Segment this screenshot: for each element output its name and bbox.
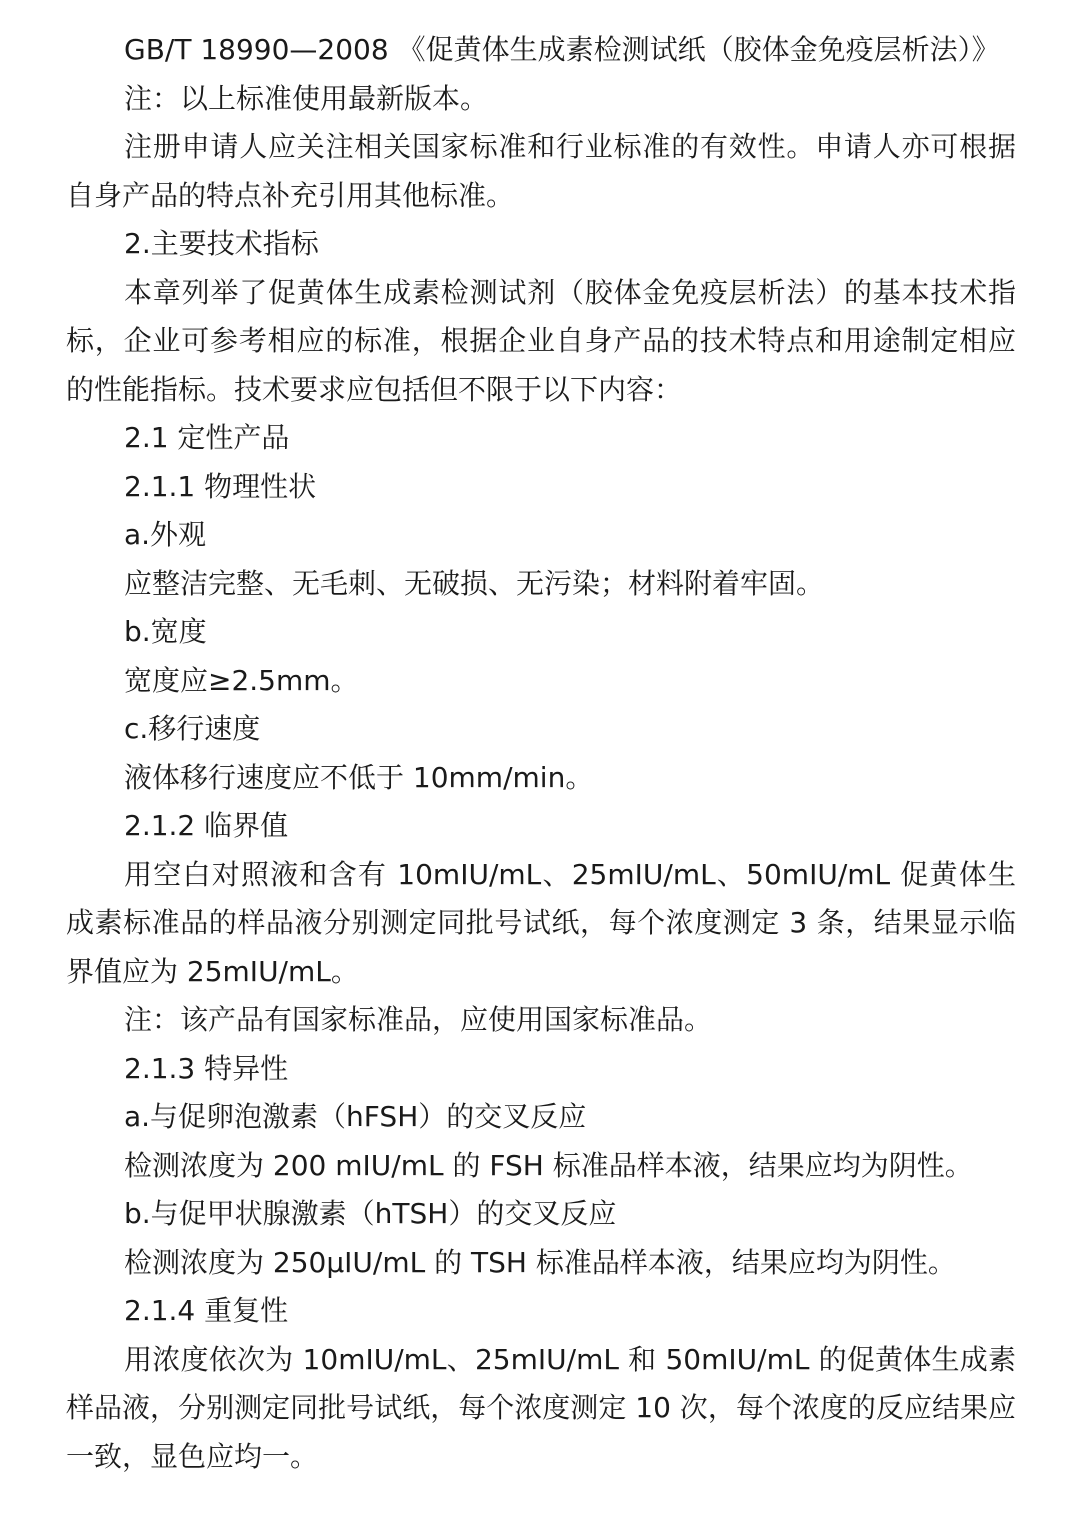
section-heading-2-1-2: 2.1.2 临界值 [124, 809, 289, 842]
section-heading-2-1-3: 2.1.3 特异性 [124, 1051, 289, 1085]
section-heading-2-1-1: 2.1.1 物理性状 [124, 469, 317, 503]
paragraph-registration-note: 注册申请人应关注相关国家标准和行业标准的有效性。申请人亦可根据自身产品的特点补充引用其他标准。 [66, 130, 1016, 212]
standard-reference: GB/T 18990—2008 《促黄体生成素检测试纸（胶体金免疫层析法）》 [124, 33, 1000, 66]
item-heading-migration-speed: c.移行速度 [124, 712, 261, 745]
item-text-migration-speed: 液体移行速度应不低于 10mm/min。 [124, 760, 594, 794]
item-heading-width: b.宽度 [124, 615, 207, 648]
section-heading-2-1-4: 2.1.4 重复性 [124, 1294, 289, 1327]
item-text-appearance: 应整洁完整、无毛刺、无破损、无污染；材料附着牢固。 [124, 566, 825, 600]
item-text-hfsh: 检测浓度为 200 mIU/mL 的 FSH 标准品样本液，结果应均为阴性。 [124, 1148, 973, 1182]
note-national-standard: 注：该产品有国家标准品，应使用国家标准品。 [124, 1003, 713, 1036]
section-heading-2-1: 2.1 定性产品 [124, 421, 290, 454]
paragraph-cutoff-value: 用空白对照液和含有 10mIU/mL、25mIU/mL、50mIU/mL 促黄体生成素标准品的样品液分别测定同批号试纸，每个浓度测定 3 条，结果显示临界值应为 25mIU/mL。 [66, 857, 1016, 988]
paragraph-repeatability: 用浓度依次为 10mIU/mL、25mIU/mL 和 50mIU/mL 的促黄体生成素样品液，分别测定同批号试纸，每个浓度测定 10 次，每个浓度的反应结果应一致，显色应均一。 [66, 1342, 1016, 1473]
item-text-htsh: 检测浓度为 250μIU/mL 的 TSH 标准品样本液，结果应均为阴性。 [124, 1245, 956, 1279]
item-heading-appearance: a.外观 [124, 518, 207, 551]
item-heading-htsh: b.与促甲状腺激素（hTSH）的交叉反应 [124, 1197, 617, 1230]
item-heading-hfsh: a.与促卵泡激素（hFSH）的交叉反应 [124, 1100, 587, 1133]
section-heading-2: 2.主要技术指标 [124, 227, 319, 260]
item-text-width: 宽度应≥2.5mm。 [124, 663, 359, 697]
paragraph-section-intro: 本章列举了促黄体生成素检测试剂（胶体金免疫层析法）的基本技术指标，企业可参考相应的标准，根据企业自身产品的技术特点和用途制定相应的性能指标。技术要求应包括但不限于以下内容： [66, 275, 1016, 406]
note-latest-version: 注：以上标准使用最新版本。 [124, 81, 489, 115]
document-page [66, 26, 1016, 1481]
